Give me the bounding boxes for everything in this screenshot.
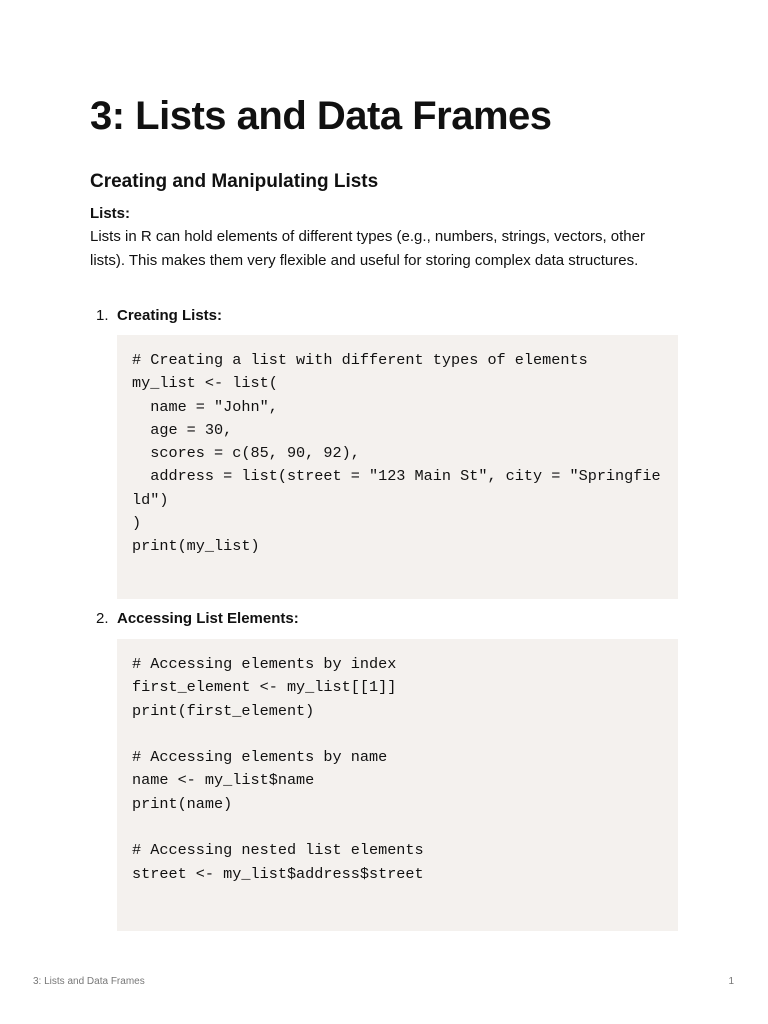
step-title: Creating Lists: <box>117 307 223 324</box>
code-block <box>117 639 678 931</box>
footer-running-title: 3: Lists and Data Frames <box>33 976 145 987</box>
page-title: 3: Lists and Data Frames <box>90 94 552 138</box>
code-block <box>117 335 678 599</box>
code-text: # Accessing elements by index first_element <- my_list[[1]] print(first_element) # Accessing elements by name name <- my_list$name print(name) # Accessing nested list elements street <- my_list$address$street <box>132 655 424 883</box>
step-title: Accessing List Elements: <box>117 610 299 627</box>
term-label: Lists: <box>90 205 131 222</box>
step-number: 1. <box>96 307 109 324</box>
code-text: # Creating a list with different types of elements my_list <- list( name = "John", age = 30, scores = c(85, 90, 92), address = list(street = "123 Main St", city = "Springfie ld") ) print(my_list) <box>132 351 661 556</box>
footer-page-number: 1 <box>728 976 734 987</box>
section-heading: Creating and Manipulating Lists <box>90 171 379 192</box>
intro-paragraph: Lists in R can hold elements of different types (e.g., numbers, strings, vectors, other lists). This makes them very flexible and useful for storing complex data structures. <box>90 228 645 269</box>
step-number: 2. <box>96 610 109 627</box>
